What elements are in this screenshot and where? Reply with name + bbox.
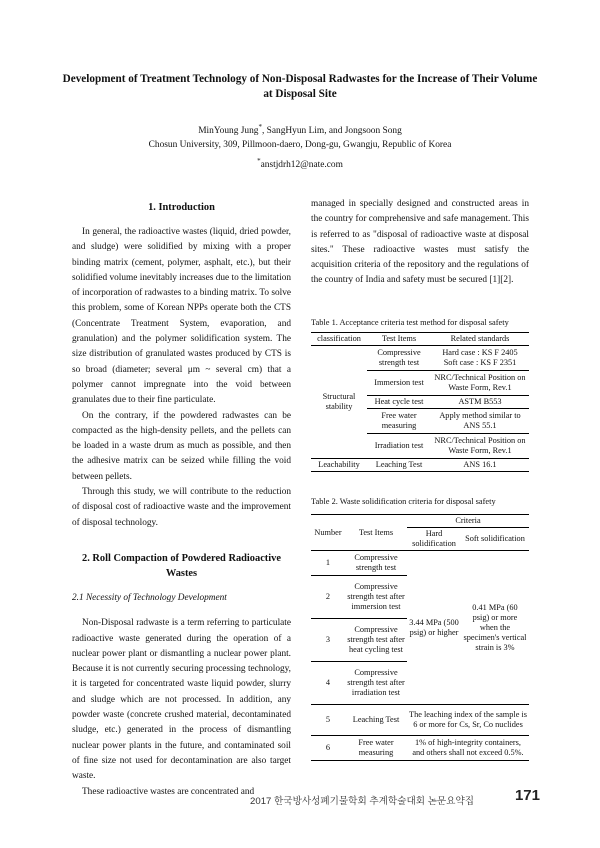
table-2-cell: Compressive strength test after irradiation test — [347, 668, 405, 697]
left-column — [72, 200, 291, 800]
table-1-cell: Compressive strength test — [377, 348, 421, 367]
sec2-paragraph-1: Non-Disposal radwaste is a term referring to particulate radioactive waste generated during the operation of a nuclear power plant or dismantling a nuclear power plant. Because it is not currently securing processing technology, it is targeted for concentrated waste liquid powder, slurry and sludge which are not processed. In addition, any powder waste (concrete crushed material, decontaminated sludge, etc.) generated in the process of dismantling nuclear power plants in the future, and contaminated soil of fine size not used for decontamination are also target waste. — [72, 618, 291, 782]
table-1-cell: ASTM B553 — [458, 397, 502, 406]
table-2-cell: 1 — [325, 558, 331, 567]
table-1-cell: NRC/Technical Position on Waste Form, Rev.1 — [434, 373, 526, 392]
subsection-heading: 2.1 Necessity of Technology Development — [72, 592, 227, 603]
section-1-heading: 1. Introduction — [148, 202, 215, 213]
table-1-block — [311, 318, 529, 472]
email-line — [60, 155, 540, 172]
table-2-cell: Compressive strength test after heat cycling test — [347, 625, 405, 654]
table-1-caption: Table 1. Acceptance criteria test method for disposal safety — [311, 318, 509, 327]
email-mark: * — [257, 157, 261, 165]
author-list — [60, 121, 540, 138]
table-1-cell: Free water measuring — [381, 411, 417, 430]
table-2-cell: 1% of high-integrity containers, and others shall not exceed 0.5%. — [412, 738, 524, 757]
table-1-group: Leachability — [318, 460, 360, 469]
table-2-cell: The leaching index of the sample is 6 or more for Cs, Sr, Co nuclides — [409, 710, 527, 729]
intro-paragraph-3: Through this study, we will contribute to the reduction of disposal cost of radioactive waste and the improvement of disposal technology. — [72, 487, 291, 528]
table-2-cell: Free water measuring — [358, 738, 394, 757]
table-1 — [311, 332, 529, 472]
email-address: anstjdrh12@nate.com — [260, 160, 343, 171]
author-mark: * — [258, 123, 262, 131]
sec2-paragraph-2-cont: managed in specially designed and constructed areas in the country for comprehensive and safe management. This is referred to as "disposal of radioactive waste at disposal sites." These radioactive wastes must satisfy the acquisition criteria of the repository and the regulations of the country of India and safety must be secured [1][2]. — [311, 199, 529, 286]
table-1-cell: ANS 16.1 — [463, 460, 497, 469]
affiliation: Chosun University, 309, Pillmoon-daero, Dong-gu, Gwangju, Republic of Korea — [148, 140, 452, 150]
table-2-cell: 6 — [325, 743, 331, 752]
table-2-header: Number — [311, 515, 345, 551]
page-number: 171 — [514, 787, 540, 804]
author-1: MinYoung Jung — [198, 126, 259, 137]
table-1-group: Structural stability — [311, 346, 367, 459]
section-2-heading: 2. Roll Compaction of Powdered Radioactive Wastes — [82, 552, 281, 579]
table-1-header: classification — [317, 334, 361, 343]
intro-paragraph-1: In general, the radioactive wastes (liquid, dried powder, and sludge) were solidified by mixing with a proper binding matrix (cement, polymer, asphalt, etc.), but their solidified volume inevitably increases due to the limitation of incorporation of radwastes to a binding matrix. To solve this problem, some of Korean NPPs operate both the CTS (Concentrate Treatment System, evaporation, and granulation) and the polymer solidification system. The size distribution of granulated wastes produced by CTS is so broad (diameter; several μm ~ several cm) that a polymer cannot impregnate into the void between granulates due to their fine particulate. — [72, 227, 291, 406]
table-2-cell: 5 — [325, 715, 331, 724]
table-2-header: Hard solidification — [412, 529, 456, 548]
table-2-header: Criteria — [407, 515, 529, 528]
table-1-header: Test Items — [381, 334, 417, 343]
table-1-cell: Immersion test — [374, 378, 424, 387]
table-2-cell: 3.44 MPa (500 psig) or higher — [407, 551, 461, 705]
table-2-cell: Compressive strength test — [354, 553, 398, 572]
table-2-block — [311, 497, 529, 761]
page-footer — [250, 787, 540, 811]
sec2-paragraph-2: These radioactive wastes are concentrated and — [82, 786, 255, 797]
other-authors: , SangHyun Lim, and Jongsoon Song — [261, 126, 402, 137]
table-2-header: Test Items — [345, 515, 407, 551]
table-2-cell: Leaching Test — [352, 715, 400, 724]
right-column — [311, 197, 529, 289]
table-1-cell: Hard case : KS F 2405 Soft case : KS F 2351 — [442, 348, 518, 367]
table-2-cell: Compressive strength test after immersion test — [347, 582, 405, 611]
intro-paragraph-2: On the contrary, if the powdered radwastes can be compacted as the high-density pellets, and the pellets can be loaded in a waste drum as much as possible, and then the adhesive matrix can be seized while filling the void between pellets. — [72, 410, 291, 482]
footer-proceedings: 2017 한국방사성폐기물학회 추계학술대회 논문요약집 — [250, 796, 474, 807]
table-2-cell: 0.41 MPa (60 psig) or more when the specimen's vertical strain is 3% — [461, 551, 529, 705]
table-1-cell: Irradiation test — [374, 441, 424, 450]
table-2-caption: Table 2. Waste solidification criteria for disposal safety — [311, 497, 496, 506]
table-2-cell: 3 — [325, 635, 331, 644]
table-1-cell: Leaching Test — [375, 460, 423, 469]
table-1-cell: NRC/Technical Position on Waste Form, Rev.1 — [434, 436, 526, 455]
table-2-cell: 4 — [325, 678, 331, 687]
table-1-cell: Apply method similar to ANS 55.1 — [439, 411, 521, 430]
table-2-header: Soft solidification — [465, 534, 525, 543]
table-1-cell: Heat cycle test — [374, 397, 424, 406]
table-2 — [311, 514, 529, 761]
paper-title: Development of Treatment Technology of Non-Disposal Radwastes for the Increase of Their Volume at Disposal Site — [62, 73, 538, 100]
table-1-header: Related standards — [450, 334, 510, 343]
table-2-cell: 2 — [325, 592, 331, 601]
